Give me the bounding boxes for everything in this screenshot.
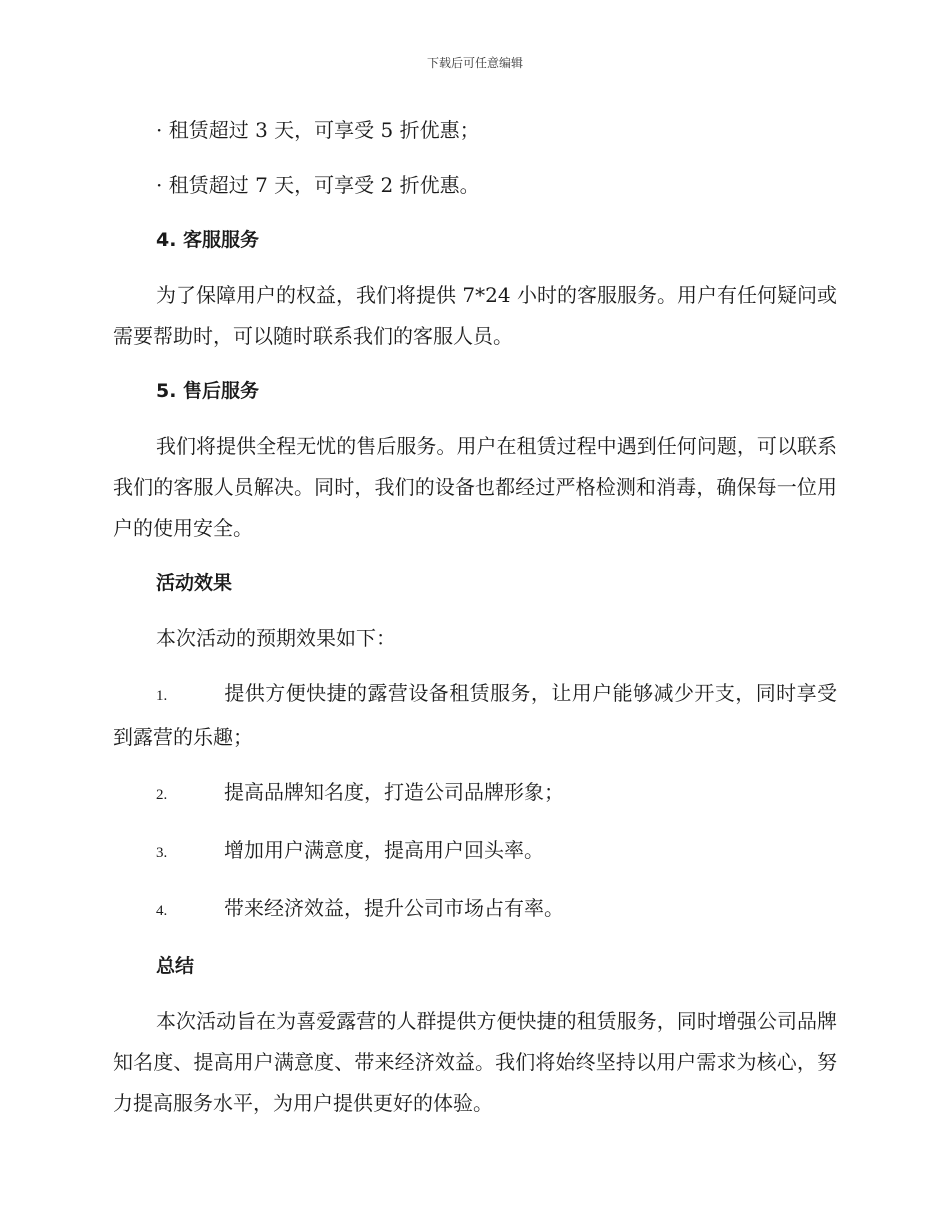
- effects-item-3: [113, 830, 837, 874]
- effects-item-4-number: 4.: [156, 903, 168, 919]
- page-header: 下载后可任意编辑: [426, 56, 523, 70]
- effects-item-3-number: 3.: [156, 845, 168, 861]
- section-5-body: 我们将提供全程无忧的售后服务。用户在租赁过程中遇到任何问题，可以联系我们的客服人员解决。同时，我们的设备也都经过严格检测和消毒，确保每一位用户的使用安全。: [113, 434, 837, 540]
- effects-item-1: [113, 673, 837, 758]
- effects-item-2: [113, 772, 837, 816]
- effects-item-1-number: 1.: [156, 688, 168, 704]
- effects-intro: 本次活动的预期效果如下：: [156, 626, 396, 650]
- effects-item-2-text: 提高品牌知名度，打造公司品牌形象；: [224, 780, 564, 804]
- section-5-title: 5. 售后服务: [156, 380, 260, 402]
- summary-title: 总结: [156, 955, 195, 977]
- effects-title: 活动效果: [156, 572, 233, 594]
- summary-body: 本次活动旨在为喜爱露营的人群提供方便快捷的租赁服务，同时增强公司品牌知名度、提高用户满意度、带来经济效益。我们将始终坚持以用户需求为核心，努力提高服务水平，为用户提供更好的体验。: [113, 1009, 837, 1115]
- document-body: [113, 110, 837, 1124]
- effects-item-2-number: 2.: [156, 787, 168, 803]
- discount-item-1: · 租赁超过 3 天，可享受 5 折优惠；: [156, 118, 480, 142]
- effects-item-1-text: 提供方便快捷的露营设备租赁服务，让用户能够减少开支，同时享受到露营的乐趣；: [113, 681, 837, 749]
- effects-item-4-text: 带来经济效益，提升公司市场占有率。: [224, 896, 564, 920]
- effects-item-4: [113, 888, 837, 932]
- discount-item-2: · 租赁超过 7 天，可享受 2 折优惠。: [156, 173, 480, 197]
- effects-item-3-text: 增加用户满意度，提高用户回头率。: [224, 838, 544, 862]
- section-4-title: 4. 客服服务: [156, 229, 260, 251]
- section-4-body: 为了保障用户的权益，我们将提供 7*24 小时的客服服务。用户有任何疑问或需要帮助时，可以随时联系我们的客服人员。: [113, 283, 837, 348]
